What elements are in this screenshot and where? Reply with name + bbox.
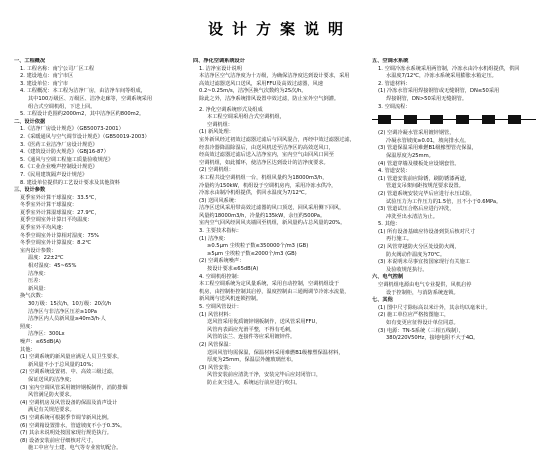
text-line: 厚度为25mm，保温层外缠玻璃丝布。 [207,357,297,364]
airflow-block [404,115,417,124]
section-heading: 一、工程概况 [14,58,46,64]
text-line: 3.《医药工业洁净厂房设计规范》 [20,141,98,148]
section-heading: 六、电气控制 [372,274,404,281]
text-line: 照度： [20,323,36,330]
text-line: 2. 建设地点：南宁市区 [20,73,74,80]
text-line: (2) 风管穿越防火分区处设防火阀， [378,244,460,251]
text-line: 本洁净区空气洁净度为十万级，为确保洁净度达到设计要求，采用 [199,73,350,80]
airflow-diagram [372,113,550,127]
text-line: 室内设计参数： [20,247,57,254]
text-line: 2. 管道材料： [378,80,411,87]
airflow-block [508,115,521,124]
text-line: 1. 洁净室设计说明 [199,65,242,72]
text-line: (2) 空调系统噪声： [199,258,245,265]
text-line: 4.《建筑设计防火规范》（GBJ16-87） [20,149,109,156]
text-line: 室外新风经过初效过滤器过滤后与回风混合，再经中效过滤器过滤， [199,136,355,143]
text-line: 冬季空调室外计算相对湿度：75% [20,232,99,239]
document-title: 设计方案说明 [207,20,352,38]
text-line: (1) 冷冻水管采用焊接钢管或无缝钢管，DN≤50采用 [378,88,500,95]
text-line: 风管的法兰、连接件等应采用镀锌件。 [207,334,296,341]
text-line: (1) 所有设备基础应待设备到货后核对尺寸 [378,228,476,235]
text-line: (3) 本说明未尽事宜按国家现行有关施工 [378,259,470,266]
text-line: 3. 建设单位：南宁市 [20,80,69,87]
text-line: 空调机组，如此循环，使洁净区达到设计的洁净度要求。 [199,159,329,166]
text-line: 本工程空调系统为定风量系统，采用自动控制，空调机组设于 [199,281,340,288]
text-line: 相对湿度：45~65% [28,263,77,270]
text-line: 其中100万级区、万级区、洁净走廊等，空调系统采用 [28,95,153,102]
text-line: 温度：22±2℃ [28,255,64,262]
text-line: 7.《民用建筑隔声设计规范》 [20,171,88,178]
text-line: 4. 管道安装： [378,168,411,175]
text-line: 空调机组： [207,121,233,128]
text-line: (5) 空调系统可根据季节调节新风比例。 [20,414,112,421]
text-line: 高效过滤器送风口送风，采用FFU及高效过滤器，风速 [199,80,323,87]
text-line: 噪声：≤65dB(A) [20,338,61,345]
text-line: 风管内表面应光滑平整，不得有毛刺， [207,326,296,333]
text-line: 施工中应与土建、电气等专业密切配合。 [28,445,122,452]
text-line: 3. 主要技术指标： [199,228,242,235]
text-line: 按设计要求≤65dB(A) [207,266,259,273]
text-line: (1) 管道安装前应除锈，刷防锈漆两道， [378,175,470,182]
text-line: (1) 风管材料： [199,311,234,318]
section-heading: 七、其他 [372,297,393,304]
text-line: 组合式空调机组，下送上回。 [28,103,96,110]
text-line: (2) 管道系统安装完毕后应进行水压试验， [378,190,476,197]
text-line: (3) 室内空调风管采用镀锌钢板制作，消防排烟 [20,384,128,391]
text-line: 再行施工。 [386,236,412,243]
text-line: 3. 空调流程： [378,103,411,110]
text-line: (4) 管道穿墙及楼板处应设钢套管。 [378,160,460,167]
text-line: 洁净区与非洁净区压差≥10Pa [28,308,97,315]
text-line: (2) 空调系统设置初、中、高效三级过滤， [20,369,118,376]
text-line: 8. 建设单位提供的工艺设计要求及其他资料 [20,179,120,186]
text-line: 及验收规范执行。 [386,266,428,273]
text-line: 新风阀与送风机连锁控制。 [199,296,262,303]
text-line: 经表冷器降温除湿后，由送风机送至洁净区的高效送风口， [199,144,334,151]
text-line: 防止灰尘进入，系统运行前应进行吹扫。 [207,379,301,386]
text-line: 洁净区送风采用带高效过滤器的风口顶送，回风采用侧下回风， [199,205,345,212]
text-line: 试验压力为工作压力的1.5倍，且不小于0.6MPa。 [386,198,502,205]
text-line: (8) 设备安装前应仔细核对尺寸， [20,437,97,444]
text-line: (3) 送回风系统： [199,197,240,204]
text-line: 4. 工程概况：本工程为洁净厂房，由洁净车间等组成， [20,88,146,95]
text-line: 本工程空调采用组合式空调机组， [207,114,285,121]
text-line: 机房，由控制柜控制其启停，温度控制由三通阀调节冷冻水流量， [199,288,350,295]
section-heading: 三、设计参数 [14,187,46,194]
text-line: 保证送风的洁净度； [28,376,75,383]
text-line: (3) 电源：TN-S系统（三相五线制）， [378,327,465,334]
text-line: 洁净度： [28,270,49,277]
text-line: 冷量约为150kW，机组设于空调机房内，采用冷冻水供冷， [199,182,337,189]
text-line: (2) 空调机组： [199,167,234,174]
text-line: (1) 空调系统的新风量应满足人员卫生要求， [20,354,123,361]
text-line: 除此之外，洁净系统排风设置中效过滤，防止室外空气倒灌。 [199,95,340,102]
text-line: (4) 空调机房及风管设备的保温及消声设计 [20,399,118,406]
text-line: 其他： [20,346,36,353]
text-line: 送风管采用优质镀锌钢板制作，送风管采用FFU， [207,319,321,326]
text-line: 新风量不小于总风量的10%； [28,361,97,368]
airflow-block [378,115,391,124]
text-line: 压差： [28,278,44,285]
text-line: (1) 图中尺寸除标高以米计外，其余均以毫米计。 [378,304,491,311]
text-line: 送回风管均需保温，保温材料采用难燃B1级橡塑保温材料， [207,349,344,356]
text-line: 如有变更应征得设计单位同意。 [386,320,459,326]
text-line: (3) 风管安装： [199,364,234,371]
text-line: 水温度7/12℃，冷冻水系统采用膨胀水箱定压。 [386,73,497,80]
text-line: 防火阀动作温度为70℃。 [386,251,446,258]
text-line: 风量约18000m3/h，冷量约135kW，余压约500Pa。 [199,212,326,219]
text-line: 洁净区：300Lx [28,331,65,338]
text-line: 室内空气回风经回风夹墙回至机组，新风量约占总风量的20%。 [199,220,346,227]
text-line: 5.《通风与空调工程施工质量验收规范》 [20,156,114,163]
text-line: 冷冻水由制冷机组提供，供回水温度为7/12℃。 [199,190,310,197]
airflow-block [456,115,469,124]
column-right [372,58,550,343]
text-line: 4. 空调机组控制： [199,273,242,280]
text-line: ≥0.5μm 尘埃粒子数≤350000个/m3 (GB) [207,243,309,250]
text-line: (3) 管道保温采用难燃B1级橡塑管壳保温， [378,145,477,152]
column-middle [193,58,369,388]
text-line: 保温厚度为25mm。 [386,152,434,159]
section-heading: 四、净化空调系统设计 [193,58,245,64]
text-line: 1. 空调冷冻水系统采用两管制，冷冻水由冷水机组提供，供回 [378,65,520,72]
text-line: 夏季空调室外计算日平均温度： [20,217,93,224]
text-line: (3) 管道试压合格后应进行冲洗， [378,206,455,213]
text-line: 冬季室外计算干球温度： [20,202,78,209]
text-line: 2. 净化空调系统形式及组成 [199,106,263,113]
text-line: 30万级：15次/h，10万级：20次/h [28,301,112,307]
text-line: 新风量： [28,285,49,292]
text-line: 5. 其他： [378,221,401,228]
text-line: 焊接钢管，DN>50采用无缝钢管。 [386,95,468,102]
text-line: 满足有关规范要求。 [28,407,75,414]
text-line: 冲洗至出水清洁为止。 [386,213,438,220]
text-line: 夏季室外计算湿球温度：27.9℃， [20,209,100,216]
section-heading: 二、设计依据 [14,118,46,125]
text-line: (2) 风管保温： [199,341,234,348]
text-line: 380/220V50Hz，接地电阻不大于4Ω。 [386,335,479,342]
text-line: 冷凝水管坡度≥0.01，坡向排水点。 [386,137,470,144]
text-line: 5. 空调风管设计： [199,304,242,310]
text-line: (2) 施工单位应严格按图施工， [378,312,450,319]
text-line: (6) 空调箱设置排水，管道坡度不小于0.3%。 [20,422,126,429]
text-line: 6.《工业企业噪声控制设计规范》 [20,164,98,171]
text-line: 风管满足防火要求。 [28,392,75,399]
text-line: 1.《洁净厂房设计规范》（GB50073-2001） [20,126,124,133]
column-left [14,58,184,453]
text-line: 冬季空调室外计算温度：8.2℃ [20,240,92,247]
text-line: 管道支吊架间距按规范要求设置。 [386,183,464,190]
text-line: 5. 工程设计范围约2000m2，其中洁净区约800m2。 [20,111,145,118]
text-line: 1. 工程名称：南宁公司厂区工程 [20,65,95,72]
text-line: 换气次数： [20,293,46,300]
text-line: 0.2~0.25m/s，洁净区换气次数约为25次/h。 [199,88,307,95]
text-line: 洁净区内人员新风量≥40m3/h·人 [28,316,106,323]
airflow-block [430,115,443,124]
text-line: 夏季室外平均风速： [20,225,67,232]
text-line: ≥5μm 尘埃粒子数≤2000个/m3 (GB) [207,250,297,257]
text-line: 本工程共设空调机组一台，机组风量约为18000m3/h， [199,174,328,181]
text-line: 经高效过滤器过滤后送入洁净室内，室内空气由回风口回至 [199,152,334,159]
text-line: 设于控制柜，与消防系统连锁。 [386,289,459,296]
text-line: 2.《采暖通风与空气调节设计规范》（GB50019-2003） [20,133,150,140]
text-line: 空调机组电源由电气专业提供，风机启停 [378,282,472,289]
text-line: (1) 洁净度： [199,235,229,242]
text-line: 风管安装前应清洗干净，安装完毕后应封闭管口， [207,372,322,379]
section-heading: 五、空调水系统 [372,58,409,64]
text-line: (1) 新风处理： [199,129,234,136]
airflow-block [482,115,495,124]
text-line: (2) 空调冷凝水管采用镀锌钢管， [378,130,455,137]
text-line: (7) 其余未说明处按国家现行规范执行。 [20,430,112,437]
text-line: 夏季室外计算干球温度：33.5℃， [20,194,100,201]
